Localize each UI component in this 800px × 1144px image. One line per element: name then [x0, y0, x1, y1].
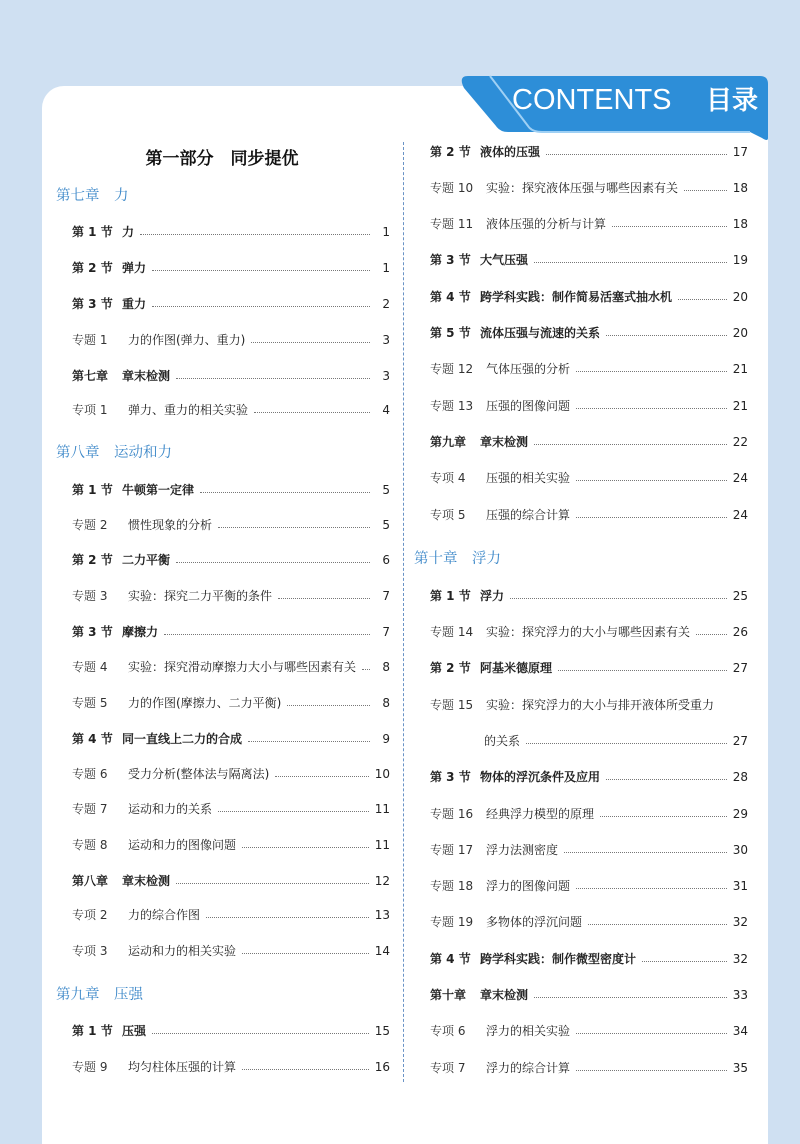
- toc-entry[interactable]: [430, 984, 748, 1006]
- entry-title: 章末检测: [480, 435, 529, 449]
- entry-page: 10: [374, 767, 390, 781]
- dot-leader: [176, 561, 370, 563]
- entry-title: 同一直线上二力的合成: [122, 732, 243, 746]
- entry-label: 专题 18: [430, 879, 474, 893]
- entry-label: 专项 2: [72, 908, 108, 922]
- entry-label: 专题 9: [72, 1060, 108, 1074]
- entry-title: 跨学科实践：制作微型密度计: [480, 952, 637, 966]
- entry-label: 第 3 节: [72, 625, 113, 639]
- entry-page: 19: [732, 253, 748, 267]
- entry-label: 第 2 节: [72, 261, 113, 275]
- entry-title: 浮力法测密度: [486, 843, 559, 857]
- dot-leader: [606, 778, 727, 780]
- dot-leader: [287, 704, 370, 706]
- entry-page: 1: [382, 261, 390, 275]
- toc-entry[interactable]: [72, 728, 390, 750]
- entry-page: 34: [732, 1024, 748, 1038]
- contents-title-en: CONTENTS: [512, 84, 672, 116]
- entry-page: 2: [382, 297, 390, 311]
- toc-entry[interactable]: [430, 1057, 748, 1079]
- entry-title: 受力分析(整体法与隔离法): [128, 767, 270, 781]
- dot-leader: [164, 633, 370, 635]
- toc-entry[interactable]: [430, 1020, 748, 1042]
- entry-page: 31: [732, 879, 748, 893]
- chapter-heading[interactable]: 第十章 浮力: [414, 551, 501, 567]
- dot-leader: [275, 775, 368, 777]
- entry-title-continued: 的关系: [484, 734, 521, 748]
- entry-title: 运动和力的关系: [128, 802, 213, 816]
- dot-leader: [600, 815, 727, 817]
- toc-entry[interactable]: [430, 657, 748, 679]
- entry-label: 第 1 节: [72, 225, 113, 239]
- entry-page: 12: [374, 874, 390, 888]
- entry-label: 第 3 节: [430, 770, 471, 784]
- dot-leader: [152, 1032, 369, 1034]
- entry-title: 多物体的浮沉问题: [486, 915, 583, 929]
- entry-title: 压强: [122, 1024, 147, 1038]
- toc-entry[interactable]: [430, 213, 748, 235]
- dot-leader: [176, 882, 369, 884]
- entry-label: 专项 5: [430, 508, 466, 522]
- entry-page: 5: [382, 518, 390, 532]
- entry-label: 第九章: [430, 435, 467, 449]
- entry-label: 专题 1: [72, 333, 108, 347]
- entry-label: 专题 5: [72, 696, 108, 710]
- toc-entry-first-line[interactable]: [430, 694, 748, 716]
- toc-entry[interactable]: [72, 221, 390, 243]
- dot-leader: [534, 443, 727, 445]
- entry-title: 章末检测: [122, 874, 171, 888]
- toc-entry[interactable]: [72, 399, 390, 421]
- column-divider: [403, 142, 404, 1082]
- entry-title: 力的作图(摩擦力、二力平衡): [128, 696, 282, 710]
- toc-entry[interactable]: [430, 286, 748, 308]
- entry-title: 二力平衡: [122, 553, 171, 567]
- dot-leader: [534, 996, 727, 998]
- toc-entry[interactable]: [430, 467, 748, 489]
- entry-title: 浮力的图像问题: [486, 879, 571, 893]
- chapter-heading[interactable]: 第七章 力: [56, 188, 129, 204]
- dot-leader: [684, 189, 727, 191]
- entry-label: 第十章: [430, 988, 467, 1002]
- entry-page: 26: [732, 625, 748, 639]
- entry-title: 均匀柱体压强的计算: [128, 1060, 237, 1074]
- entry-page: 18: [732, 217, 748, 231]
- entry-title: 弹力、重力的相关实验: [128, 403, 249, 417]
- entry-page: 3: [382, 333, 390, 347]
- entry-page: 24: [732, 471, 748, 485]
- entry-label: 第 4 节: [430, 290, 471, 304]
- entry-page: 27: [732, 661, 748, 675]
- entry-page: 7: [382, 625, 390, 639]
- toc-entry[interactable]: [72, 940, 390, 962]
- entry-title: 运动和力的相关实验: [128, 944, 237, 958]
- toc-entry[interactable]: [430, 948, 748, 970]
- dot-leader: [206, 916, 369, 918]
- dot-leader: [242, 846, 369, 848]
- toc-entry[interactable]: [430, 358, 748, 380]
- entry-page: 11: [374, 802, 390, 816]
- entry-page: 32: [732, 952, 748, 966]
- dot-leader: [251, 341, 370, 343]
- dot-leader: [152, 269, 370, 271]
- toc-entry[interactable]: [430, 249, 748, 271]
- entry-page: 25: [732, 589, 748, 603]
- toc-entry[interactable]: [430, 621, 748, 643]
- entry-title: 阿基米德原理: [480, 661, 553, 675]
- entry-label: 专题 10: [430, 181, 474, 195]
- toc-entry[interactable]: [430, 766, 748, 788]
- entry-label: 专项 1: [72, 403, 108, 417]
- entry-page: 5: [382, 483, 390, 497]
- dot-leader: [588, 923, 727, 925]
- entry-label: 专项 3: [72, 944, 108, 958]
- entry-title: 流体压强与流速的关系: [480, 326, 601, 340]
- entry-title: 气体压强的分析: [486, 362, 571, 376]
- entry-label: 专题 8: [72, 838, 108, 852]
- toc-entry[interactable]: [72, 479, 390, 501]
- dot-leader: [218, 526, 370, 528]
- entry-label: 第 1 节: [72, 1024, 113, 1038]
- entry-label: 专题 16: [430, 807, 474, 821]
- toc-entry[interactable]: [72, 798, 390, 820]
- toc-entry[interactable]: [72, 585, 390, 607]
- entry-title: 跨学科实践：制作简易活塞式抽水机: [480, 290, 673, 304]
- entry-title: 液体的压强: [480, 145, 541, 159]
- entry-title: 摩擦力: [122, 625, 159, 639]
- entry-page: 21: [732, 399, 748, 413]
- entry-label: 专项 4: [430, 471, 466, 485]
- entry-page: 28: [732, 770, 748, 784]
- entry-page: 7: [382, 589, 390, 603]
- entry-page: 30: [732, 843, 748, 857]
- toc-entry[interactable]: [72, 763, 390, 785]
- toc-entry[interactable]: [72, 1020, 390, 1042]
- entry-label: 第 1 节: [72, 483, 113, 497]
- entry-page: 1: [382, 225, 390, 239]
- chapter-heading[interactable]: 第八章 运动和力: [56, 445, 172, 461]
- entry-label: 第 1 节: [430, 589, 471, 603]
- contents-title-cn: 目录: [706, 86, 759, 116]
- entry-title: 实验：探究二力平衡的条件: [128, 589, 273, 603]
- entry-label: 专项 6: [430, 1024, 466, 1038]
- entry-label: 第七章: [72, 369, 109, 383]
- entry-title: 压强的图像问题: [486, 399, 571, 413]
- toc-entry[interactable]: [430, 839, 748, 861]
- entry-page: 33: [732, 988, 748, 1002]
- entry-page: 24: [732, 508, 748, 522]
- entry-label: 第 5 节: [430, 326, 471, 340]
- dot-leader: [558, 669, 727, 671]
- toc-entry[interactable]: [430, 431, 748, 453]
- dot-leader: [576, 370, 727, 372]
- toc-entry[interactable]: [72, 656, 390, 678]
- entry-title: 力的作图(弹力、重力): [128, 333, 246, 347]
- toc-entry[interactable]: [430, 585, 748, 607]
- dot-leader: [612, 225, 727, 227]
- entry-label: 专项 7: [430, 1061, 466, 1075]
- entry-title: 大气压强: [480, 253, 529, 267]
- entry-page: 21: [732, 362, 748, 376]
- entry-page: 4: [382, 403, 390, 417]
- toc-entry[interactable]: [72, 870, 390, 892]
- toc-entry[interactable]: [430, 504, 748, 526]
- entry-title: 章末检测: [480, 988, 529, 1002]
- dot-leader: [606, 334, 727, 336]
- entry-title: 实验：探究液体压强与哪些因素有关: [486, 181, 679, 195]
- entry-page: 3: [382, 369, 390, 383]
- entry-label: 专题 4: [72, 660, 108, 674]
- entry-title: 浮力: [480, 589, 505, 603]
- dot-leader: [218, 810, 369, 812]
- entry-label: 专题 3: [72, 589, 108, 603]
- dot-leader: [510, 597, 727, 599]
- entry-label: 第 3 节: [430, 253, 471, 267]
- toc-entry[interactable]: [430, 322, 748, 344]
- entry-page: 9: [382, 732, 390, 746]
- entry-title: 液体压强的分析与计算: [486, 217, 607, 231]
- dot-leader: [642, 960, 727, 962]
- entry-label: 第 2 节: [430, 661, 471, 675]
- entry-title: 物体的浮沉条件及应用: [480, 770, 601, 784]
- toc-entry[interactable]: [430, 875, 748, 897]
- entry-page: 18: [732, 181, 748, 195]
- entry-page: 8: [382, 660, 390, 674]
- entry-page: 14: [374, 944, 390, 958]
- entry-label: 专题 11: [430, 217, 474, 231]
- entry-page: 20: [732, 326, 748, 340]
- entry-label: 专题 7: [72, 802, 108, 816]
- dot-leader: [576, 516, 727, 518]
- toc-entry[interactable]: [72, 904, 390, 926]
- dot-leader: [152, 305, 370, 307]
- dot-leader: [678, 298, 727, 300]
- entry-title: 压强的综合计算: [486, 508, 571, 522]
- toc-entry[interactable]: [72, 549, 390, 571]
- entry-title: 重力: [122, 297, 147, 311]
- toc-entry[interactable]: [430, 177, 748, 199]
- entry-page: 27: [732, 734, 748, 748]
- entry-label: 第八章: [72, 874, 109, 888]
- dot-leader: [546, 153, 727, 155]
- entry-title: 弹力: [122, 261, 147, 275]
- toc-entry-continuation[interactable]: [484, 730, 748, 752]
- entry-title: 力: [122, 225, 135, 239]
- entry-title: 惯性现象的分析: [128, 518, 213, 532]
- contents-header-tab: [450, 72, 770, 142]
- dot-leader: [176, 377, 370, 379]
- toc-entry[interactable]: [72, 621, 390, 643]
- entry-title: 实验：探究滑动摩擦力大小与哪些因素有关: [128, 660, 357, 674]
- toc-entry[interactable]: [72, 257, 390, 279]
- entry-label: 第 4 节: [430, 952, 471, 966]
- entry-page: 15: [374, 1024, 390, 1038]
- dot-leader: [576, 479, 727, 481]
- entry-label: 专题 17: [430, 843, 474, 857]
- entry-title: 力的综合作图: [128, 908, 201, 922]
- dot-leader: [278, 597, 370, 599]
- dot-leader: [362, 668, 370, 670]
- dot-leader: [140, 233, 370, 235]
- dot-leader: [576, 887, 727, 889]
- toc-entry[interactable]: [72, 365, 390, 387]
- entry-title: 压强的相关实验: [486, 471, 571, 485]
- entry-page: 17: [732, 145, 748, 159]
- entry-label: 专题 6: [72, 767, 108, 781]
- dot-leader: [696, 633, 727, 635]
- entry-label: 专题 19: [430, 915, 474, 929]
- entry-label: 专题 2: [72, 518, 108, 532]
- toc-entry[interactable]: [72, 692, 390, 714]
- entry-title: 经典浮力模型的原理: [486, 807, 595, 821]
- dot-leader: [576, 1069, 727, 1071]
- entry-label: 第 3 节: [72, 297, 113, 311]
- chapter-heading[interactable]: 第九章 压强: [56, 987, 143, 1003]
- toc-entry[interactable]: [72, 514, 390, 536]
- entry-label: 第 2 节: [72, 553, 113, 567]
- entry-label: 专题 14: [430, 625, 474, 639]
- toc-entry[interactable]: [430, 911, 748, 933]
- dot-leader: [242, 952, 369, 954]
- entry-label: 第 2 节: [430, 145, 471, 159]
- toc-entry[interactable]: [72, 329, 390, 351]
- entry-label: 专题 12: [430, 362, 474, 376]
- entry-title: 实验：探究浮力的大小与排开液体所受重力: [486, 698, 715, 712]
- dot-leader: [248, 740, 370, 742]
- entry-title: 运动和力的图像问题: [128, 838, 237, 852]
- toc-entry[interactable]: [430, 141, 748, 163]
- entry-page: 11: [374, 838, 390, 852]
- entry-page: 6: [382, 553, 390, 567]
- entry-title: 浮力的综合计算: [486, 1061, 571, 1075]
- dot-leader: [200, 491, 370, 493]
- entry-page: 13: [374, 908, 390, 922]
- toc-entry[interactable]: [72, 293, 390, 315]
- entry-title: 实验：探究浮力的大小与哪些因素有关: [486, 625, 691, 639]
- toc-entry[interactable]: [72, 834, 390, 856]
- entry-page: 22: [732, 435, 748, 449]
- entry-label: 第 4 节: [72, 732, 113, 746]
- entry-title: 浮力的相关实验: [486, 1024, 571, 1038]
- dot-leader: [564, 851, 727, 853]
- dot-leader: [534, 261, 727, 263]
- dot-leader: [526, 742, 727, 744]
- entry-label: 专题 15: [430, 698, 474, 712]
- entry-page: 32: [732, 915, 748, 929]
- dot-leader: [576, 1032, 727, 1034]
- toc-entry[interactable]: [72, 1056, 390, 1078]
- toc-entry[interactable]: [430, 803, 748, 825]
- part-title: 第一部分 同步提优: [145, 149, 299, 169]
- entry-page: 29: [732, 807, 748, 821]
- dot-leader: [242, 1068, 369, 1070]
- dot-leader: [254, 411, 370, 413]
- dot-leader: [576, 407, 727, 409]
- entry-title: 章末检测: [122, 369, 171, 383]
- entry-page: 35: [732, 1061, 748, 1075]
- entry-title: 牛顿第一定律: [122, 483, 195, 497]
- toc-entry[interactable]: [430, 395, 748, 417]
- entry-label: 专题 13: [430, 399, 474, 413]
- entry-page: 20: [732, 290, 748, 304]
- entry-page: 8: [382, 696, 390, 710]
- entry-page: 16: [374, 1060, 390, 1074]
